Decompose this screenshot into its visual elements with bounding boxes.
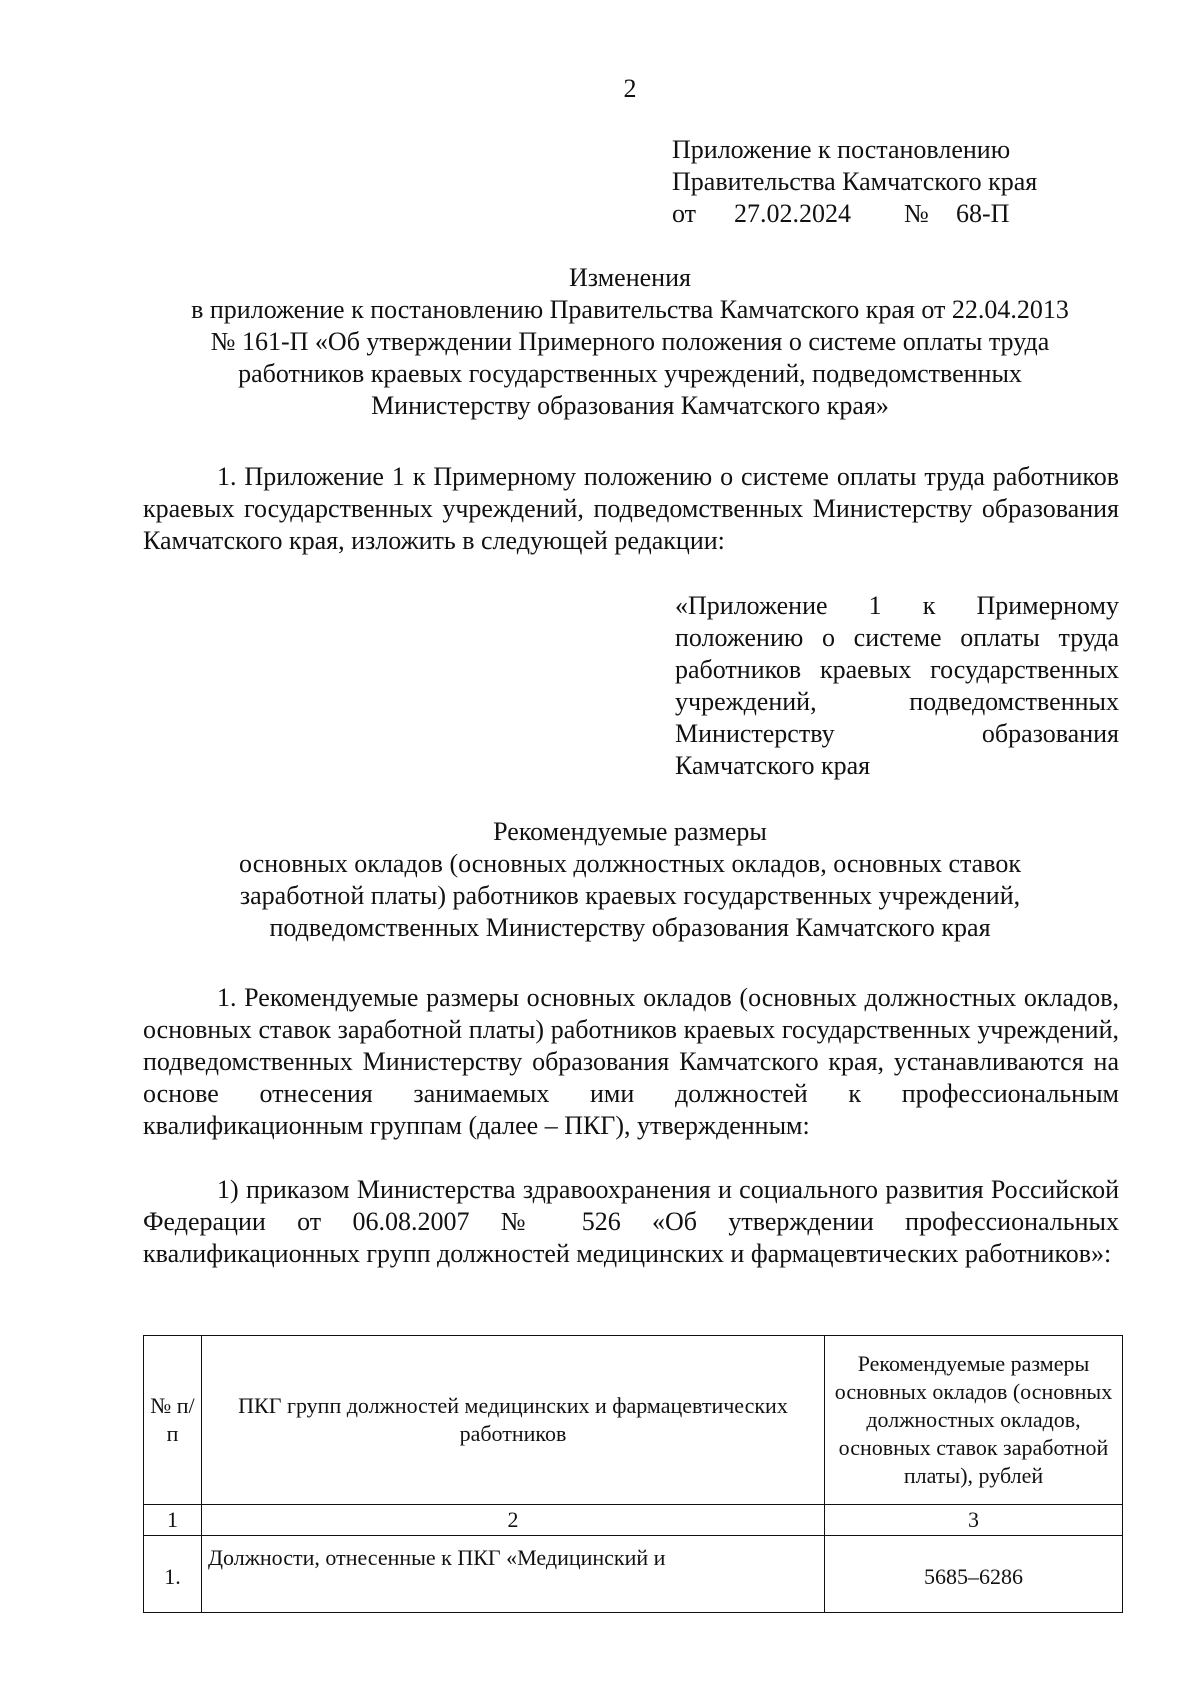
approval-number: 68-П (956, 199, 1010, 228)
table-row (144, 1536, 1123, 1613)
table-numbering-row (144, 1505, 1123, 1536)
changes-title (120, 262, 1140, 422)
approval-number-label: № (904, 199, 929, 228)
row-pkg-name: Должности, отнесенные к ПКГ «Медицинский и (202, 1536, 825, 1613)
approval-date: 27.02.2024 (734, 199, 851, 228)
approval-line-2: Правительства Камчатского края (672, 167, 1038, 196)
recommended-title-line-4: подведомственных Министерству образования Камчатского края (269, 913, 991, 942)
recommended-title-line-3: заработной платы) работников краевых государственных учреждений, (239, 881, 1021, 910)
header-pkg: ПКГ групп должностей медицинских и фармацевтических работников (202, 1336, 825, 1505)
row-number: 1. (144, 1536, 202, 1613)
changes-title-line-5: Министерству образования Камчатского края» (371, 391, 889, 420)
row-salary-value: 5685–6286 (825, 1536, 1123, 1613)
approval-line-3 (672, 198, 1037, 230)
approval-block (672, 134, 1037, 230)
quote-block: «Приложение 1 к Примерному положению о системе оплаты труда работников краевых государственных учреждений, подведомственных Министерству образования Камчатского края (675, 591, 1119, 780)
numbering-col-3: 3 (825, 1505, 1123, 1536)
recommended-title-line-1: Рекомендуемые размеры (493, 817, 767, 846)
item-1-paragraph: 1. Приложение 1 к Примерному положению о системе оплаты труда работников краевых государственных учреждений, подведомственных Министерству образования Камчатского края, изложить в следующей редакции: (143, 462, 1119, 555)
changes-title-line-1: Изменения (569, 263, 691, 292)
header-salary: Рекомендуемые размеры основных окладов (основных должностных окладов, основных ставок заработной платы), рублей (825, 1336, 1123, 1505)
numbering-col-1: 1 (144, 1505, 202, 1536)
changes-title-line-4: работников краевых государственных учреждений, подведомственных (238, 359, 1022, 388)
paragraph-1: 1. Рекомендуемые размеры основных окладов (основных должностных окладов, основных ставок заработной платы) работников краевых государственных учреждений, подведомственных Министерству образования Камчатского края, устанавливаются на основе отнесения занимаемых ими должностей к профессиональным квалификационным группам (далее – ПКГ), утвержденным: (143, 983, 1119, 1140)
changes-title-line-2: в приложение к постановлению Правительства Камчатского края от 22.04.2013 (191, 295, 1069, 324)
recommended-title (120, 816, 1140, 944)
paragraph-2: 1) приказом Министерства здравоохранения и социального развития Российской Федерации от 06.08.2007 № 526 «Об утверждении профессиональных квалификационных групп должностей медицинских и фармацевтических работников»: (143, 1175, 1119, 1268)
approval-line-1: Приложение к постановлению (672, 135, 1011, 164)
salary-table (143, 1335, 1123, 1613)
numbering-col-2: 2 (202, 1505, 825, 1536)
page-number: 2 (623, 74, 637, 103)
approval-from-label: от (672, 199, 697, 228)
header-number: № п/п (144, 1336, 202, 1505)
changes-title-line-3: № 161-П «Об утверждении Примерного положения о системе оплаты труда (210, 327, 1050, 356)
recommended-title-line-2: основных окладов (основных должностных окладов, основных ставок (239, 849, 1021, 878)
table-header-row (144, 1336, 1123, 1505)
